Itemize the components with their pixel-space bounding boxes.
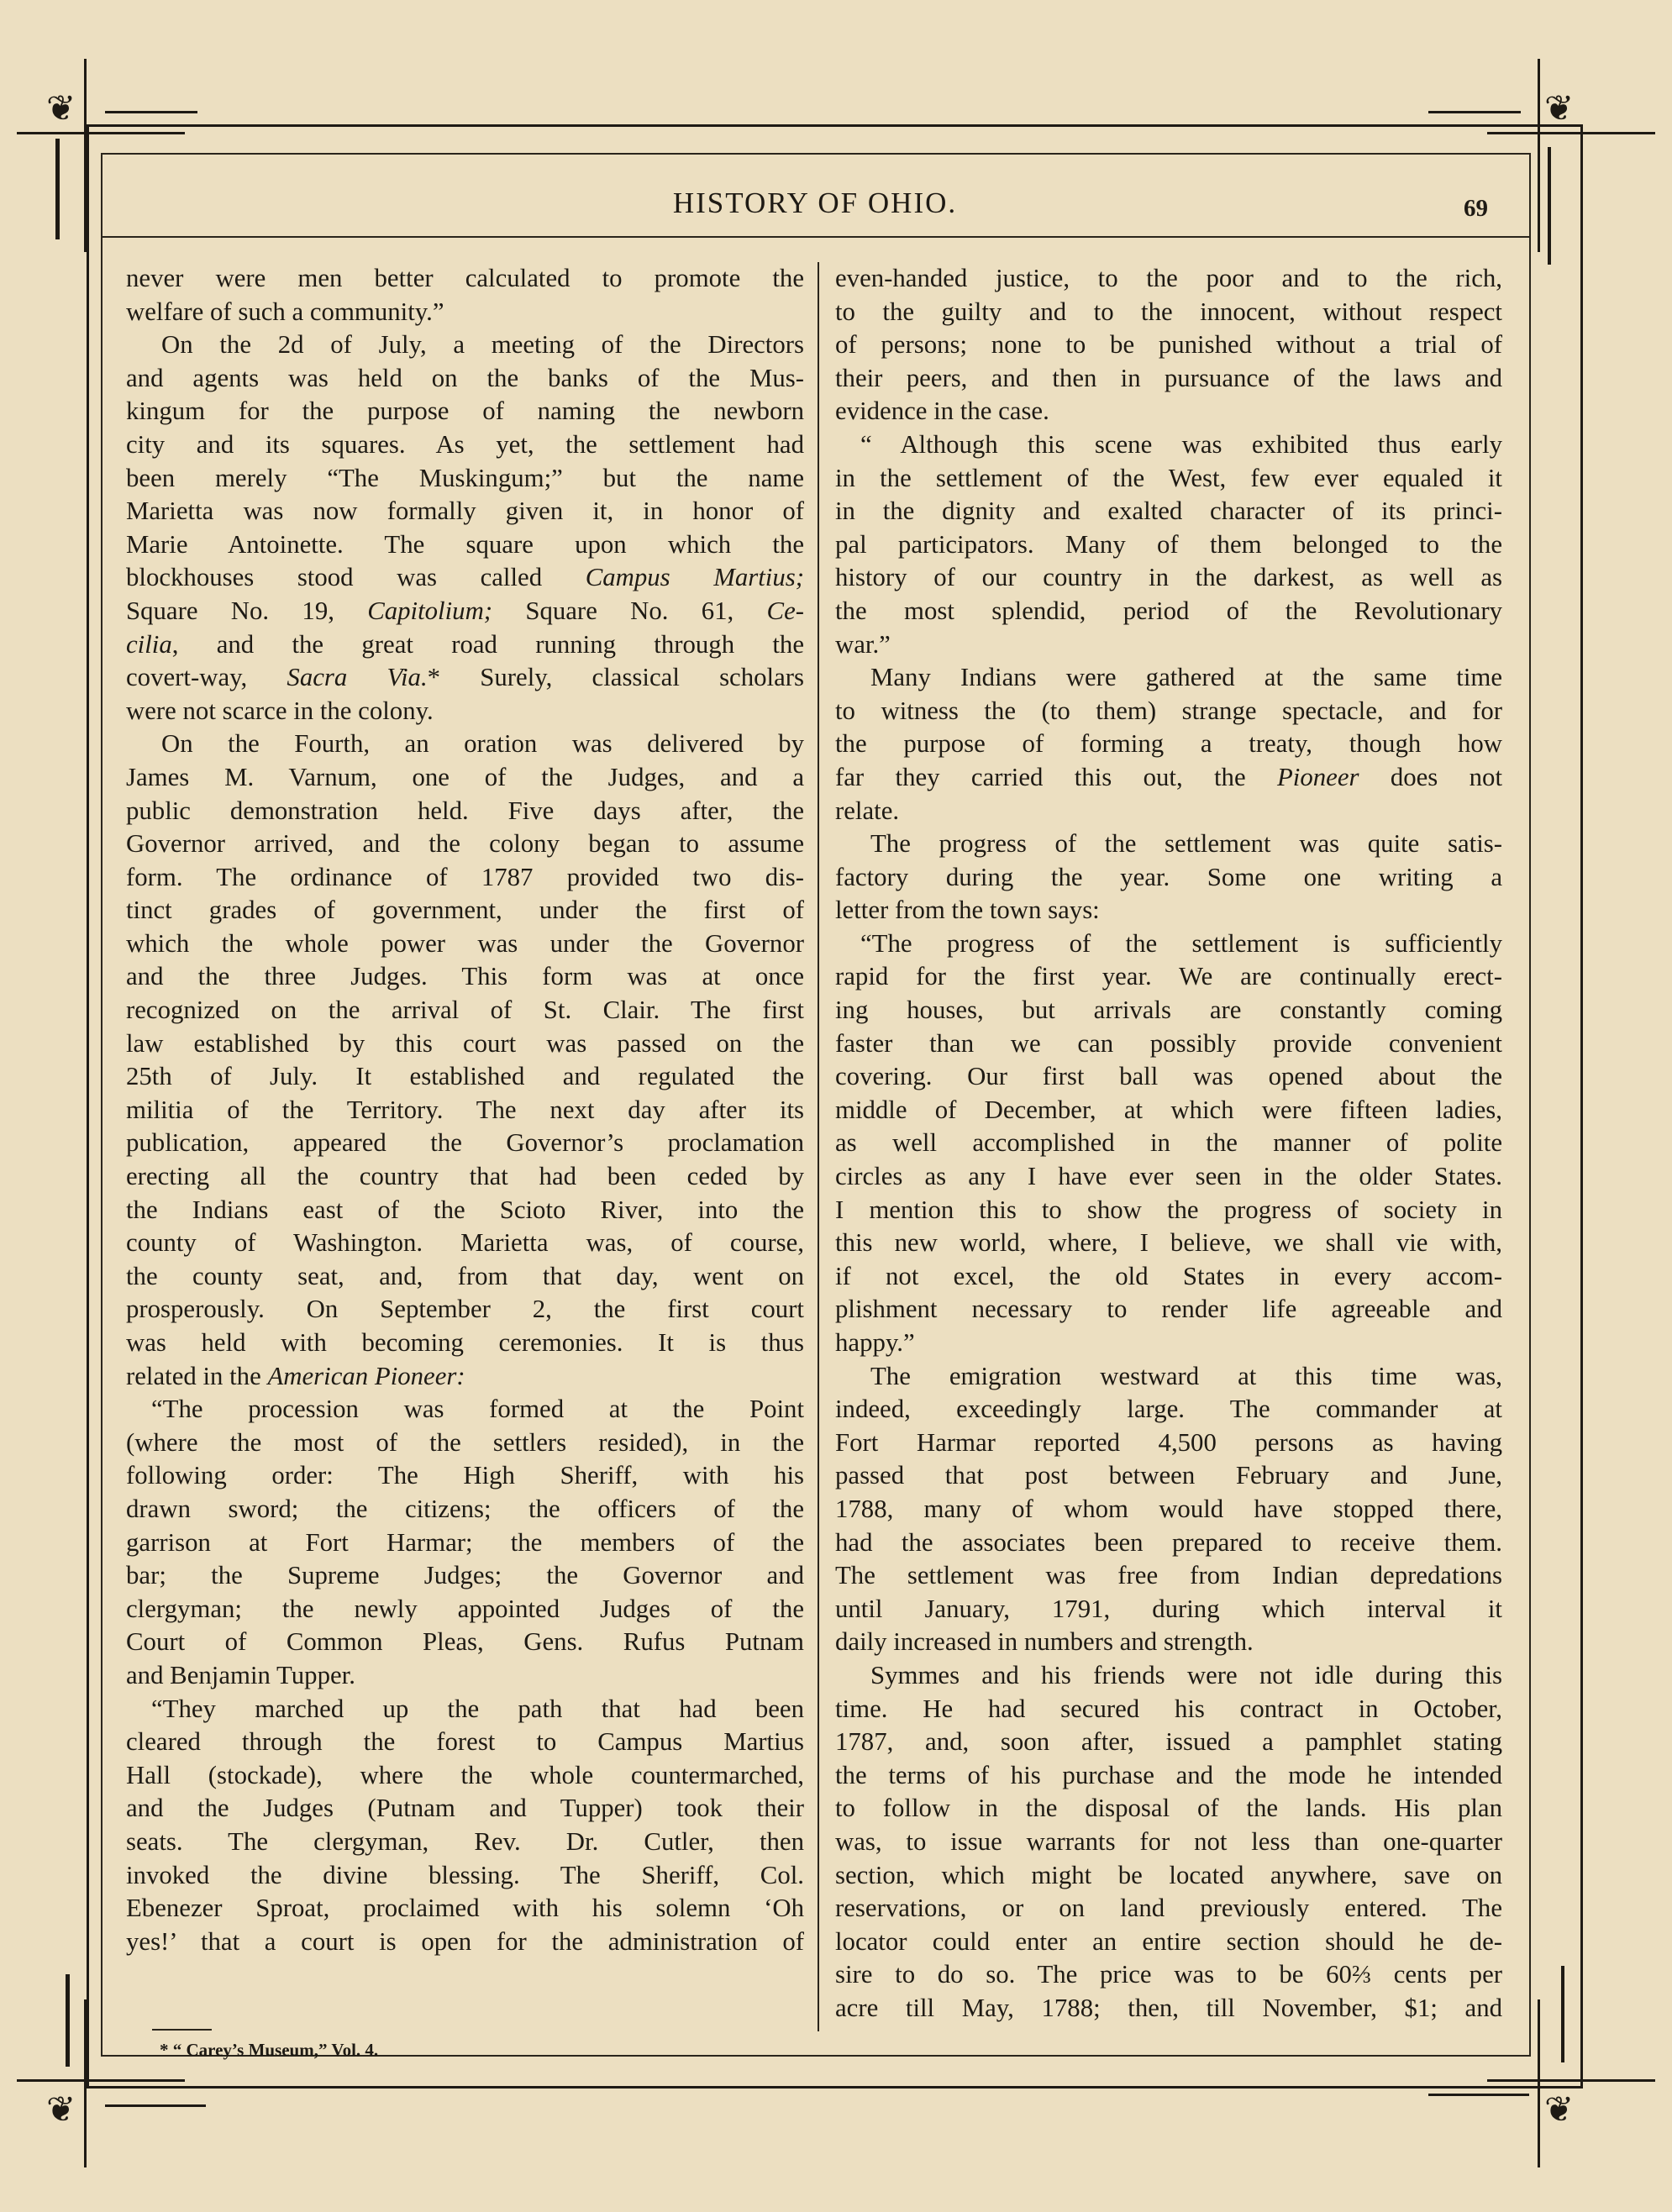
text-line: their peers, and then in pursuance of the laws and bbox=[835, 363, 1502, 392]
text-line: in the settlement of the West, few ever equaled it bbox=[835, 463, 1502, 492]
text-line: and agents was held on the banks of the Mus- bbox=[126, 363, 804, 392]
text-line: which the whole power was under the Governor bbox=[126, 928, 804, 958]
text-line: tinct grades of government, under the first of bbox=[126, 896, 804, 925]
text-line: never were men better calculated to promote the bbox=[126, 264, 804, 292]
ornament-top-right-v bbox=[1538, 59, 1540, 252]
text-line: time. He had secured his contract in October, bbox=[835, 1694, 1502, 1723]
text-line: On the Fourth, an oration was delivered by bbox=[161, 729, 804, 759]
text-line: to witness the (to them) strange spectacle, and for bbox=[835, 696, 1502, 725]
text-line: following order: The High Sheriff, with his bbox=[126, 1461, 804, 1490]
text-line: erecting all the country that had been ceded by bbox=[126, 1162, 804, 1191]
text-line: covert-way, Sacra Via.* Surely, classical scholars bbox=[126, 663, 804, 692]
text-line: been merely “The Muskingum;” but the name bbox=[126, 463, 804, 492]
text-line: locator could enter an entire section should he de- bbox=[835, 1926, 1502, 1956]
text-line: Governor arrived, and the colony began to assume bbox=[126, 829, 804, 859]
ornament-top-left-bar bbox=[55, 139, 60, 239]
ornament-bottom-left-bar bbox=[66, 1974, 70, 2067]
text-line: ing houses, but arrivals are constantly coming bbox=[835, 996, 1502, 1025]
ornament-top-right-h bbox=[1487, 132, 1655, 134]
text-line: evidence in the case. bbox=[835, 397, 1049, 426]
text-line: the purpose of forming a treaty, though how bbox=[835, 729, 1502, 759]
text-line: kingum for the purpose of naming the newborn bbox=[126, 397, 804, 426]
text-line: Fort Harmar reported 4,500 persons as having bbox=[835, 1427, 1502, 1457]
text-line: Hall (stockade), where the whole countermarched, bbox=[126, 1760, 804, 1789]
text-line: letter from the town says: bbox=[835, 896, 1100, 925]
text-line: plishment necessary to render life agreeable and bbox=[835, 1295, 1502, 1324]
text-line: law established by this court was passed on the bbox=[126, 1028, 804, 1058]
text-line: county of Washington. Marietta was, of course, bbox=[126, 1228, 804, 1258]
running-title: HISTORY OF OHIO. bbox=[672, 187, 958, 219]
text-line: the county seat, and, from that day, went on bbox=[126, 1261, 804, 1290]
text-line: prosperously. On September 2, the first court bbox=[126, 1295, 804, 1324]
text-line: Square No. 19, Capitolium; Square No. 61, Ce- bbox=[126, 596, 805, 625]
text-line: pal participators. Many of them belonged to the bbox=[835, 529, 1502, 559]
text-line: drawn sword; the citizens; the officers of the bbox=[126, 1494, 804, 1523]
ornament-bottom-left-stub bbox=[105, 2104, 206, 2107]
text-line: “They marched up the path that had been bbox=[151, 1694, 804, 1723]
text-line: publication, appeared the Governor’s proclamation bbox=[126, 1128, 804, 1158]
text-line: to the guilty and to the innocent, without respect bbox=[835, 297, 1502, 326]
text-line: bar; the Supreme Judges; the Governor and bbox=[126, 1561, 804, 1590]
text-line: rapid for the first year. We are continually erect- bbox=[835, 962, 1502, 991]
text-line: related in the American Pioneer: bbox=[126, 1361, 465, 1390]
text-line: welfare of such a community.” bbox=[126, 297, 444, 326]
text-line: far they carried this out, the Pioneer does not bbox=[835, 762, 1502, 791]
text-line: until January, 1791, during which interval it bbox=[835, 1594, 1502, 1623]
ornament-bottom-left-v bbox=[84, 1999, 87, 2167]
ornament-bottom-right-bar bbox=[1561, 1966, 1564, 2062]
column-divider bbox=[818, 262, 819, 2031]
text-line: as well accomplished in the manner of polite bbox=[835, 1128, 1502, 1158]
text-line: the most splendid, period of the Revolutionary bbox=[835, 596, 1502, 625]
text-line: faster than we can possibly provide convenient bbox=[835, 1028, 1502, 1058]
text-line: passed that post between February and June, bbox=[835, 1461, 1502, 1490]
text-line: to follow in the disposal of the lands. His plan bbox=[835, 1794, 1502, 1823]
text-line: reservations, or on land previously entered. The bbox=[835, 1894, 1502, 1923]
text-line: seats. The clergyman, Rev. Dr. Cutler, then bbox=[126, 1826, 804, 1856]
text-line: militia of the Territory. The next day after its bbox=[126, 1095, 804, 1124]
ornament-bottom-right-stub bbox=[1428, 2094, 1529, 2096]
ornament-flourish-icon: ❦ bbox=[1544, 2089, 1575, 2130]
ornament-top-left-h bbox=[17, 132, 185, 134]
ornament-bottom-right-v bbox=[1538, 1999, 1540, 2167]
text-line: The emigration westward at this time was, bbox=[870, 1361, 1502, 1390]
text-line: and Benjamin Tupper. bbox=[126, 1660, 355, 1689]
text-line: and the three Judges. This form was at once bbox=[126, 962, 804, 991]
text-line: Marie Antoinette. The square upon which the bbox=[126, 529, 804, 559]
left-text-column bbox=[126, 262, 804, 1958]
text-line: On the 2d of July, a meeting of the Directors bbox=[161, 330, 804, 360]
ornament-flourish-icon: ❦ bbox=[1544, 87, 1575, 129]
text-line: section, which might be located anywhere, save on bbox=[835, 1860, 1502, 1889]
text-line: city and its squares. As yet, the settlement had bbox=[126, 429, 804, 459]
right-text-column bbox=[835, 262, 1502, 2025]
ornament-top-right-stub bbox=[1428, 111, 1521, 113]
text-line: 1787, and, soon after, issued a pamphlet stating bbox=[835, 1727, 1502, 1757]
ornament-bottom-left-h bbox=[17, 2079, 185, 2082]
text-line: (where the most of the settlers resided), in the bbox=[126, 1427, 804, 1457]
text-line: “ Although this scene was exhibited thus early bbox=[860, 429, 1502, 459]
text-line: and the Judges (Putnam and Tupper) took their bbox=[126, 1794, 804, 1823]
text-line: acre till May, 1788; then, till November, $1; and bbox=[835, 1993, 1502, 2022]
ornament-bottom-right-h bbox=[1487, 2079, 1655, 2082]
text-line: the terms of his purchase and the mode he intended bbox=[835, 1760, 1502, 1789]
text-line: sire to do so. The price was to be 60⅔ cents per bbox=[835, 1960, 1502, 1989]
text-line: happy.” bbox=[835, 1328, 915, 1357]
text-line: “The progress of the settlement is sufficiently bbox=[860, 928, 1502, 958]
text-line: Marietta was now formally given it, in honor of bbox=[126, 497, 804, 526]
text-line: cilia, and the great road running through the bbox=[126, 629, 804, 659]
text-line: in the dignity and exalted character of its princi- bbox=[835, 497, 1502, 526]
text-line: I mention this to show the progress of society in bbox=[835, 1195, 1502, 1224]
text-line: yes!’ that a court is open for the administration of bbox=[126, 1926, 804, 1956]
text-line: The progress of the settlement was quite satis- bbox=[870, 829, 1502, 859]
text-line: covering. Our first ball was opened about the bbox=[835, 1062, 1502, 1091]
text-line: The settlement was free from Indian depredations bbox=[835, 1561, 1502, 1590]
text-line: the Indians east of the Scioto River, into the bbox=[126, 1195, 804, 1224]
text-line: 25th of July. It established and regulated the bbox=[126, 1062, 804, 1091]
text-line: James M. Varnum, one of the Judges, and a bbox=[126, 762, 804, 791]
text-line: if not excel, the old States in every accom- bbox=[835, 1261, 1502, 1290]
text-line: 1788, many of whom would have stopped there, bbox=[835, 1494, 1502, 1523]
text-line: Many Indians were gathered at the same time bbox=[870, 663, 1502, 692]
footnote-rule bbox=[152, 2029, 212, 2031]
ornament-top-left-v bbox=[84, 59, 87, 252]
text-line: history of our country in the darkest, as well as bbox=[835, 563, 1502, 592]
text-line: middle of December, at which were fifteen ladies, bbox=[835, 1095, 1502, 1124]
text-line: recognized on the arrival of St. Clair. The first bbox=[126, 996, 804, 1025]
ornament-flourish-icon: ❦ bbox=[46, 87, 76, 129]
text-line: of persons; none to be punished without a trial of bbox=[835, 330, 1502, 360]
text-line: public demonstration held. Five days after, the bbox=[126, 796, 804, 825]
text-line: cleared through the forest to Campus Martius bbox=[126, 1727, 804, 1757]
text-line: blockhouses stood was called Campus Martius; bbox=[126, 563, 805, 592]
text-line: garrison at Fort Harmar; the members of the bbox=[126, 1527, 804, 1557]
text-line: war.” bbox=[835, 629, 891, 659]
text-line: had the associates been prepared to receive them. bbox=[835, 1527, 1502, 1557]
text-line: “The procession was formed at the Point bbox=[151, 1395, 804, 1424]
text-line: even-handed justice, to the poor and to the rich, bbox=[835, 264, 1502, 292]
text-line: were not scarce in the colony. bbox=[126, 696, 434, 725]
text-line: clergyman; the newly appointed Judges of the bbox=[126, 1594, 804, 1623]
text-line: daily increased in numbers and strength. bbox=[835, 1627, 1254, 1657]
text-line: form. The ordinance of 1787 provided two dis- bbox=[126, 862, 804, 891]
text-line: Symmes and his friends were not idle during this bbox=[870, 1660, 1502, 1689]
ornament-flourish-icon: ❦ bbox=[46, 2089, 76, 2130]
text-line: indeed, exceedingly large. The commander at bbox=[835, 1395, 1502, 1424]
header-rule bbox=[101, 236, 1529, 238]
text-line: factory during the year. Some one writing a bbox=[835, 862, 1502, 891]
ornament-top-left-stub bbox=[105, 111, 197, 113]
text-line: was held with becoming ceremonies. It is thus bbox=[126, 1328, 804, 1357]
text-line: circles as any I have ever seen in the older States. bbox=[835, 1162, 1502, 1191]
text-line: Court of Common Pleas, Gens. Rufus Putnam bbox=[126, 1627, 804, 1657]
text-line: this new world, where, I believe, we shall vie with, bbox=[835, 1228, 1502, 1258]
ornament-top-right-bar bbox=[1548, 147, 1551, 265]
text-line: relate. bbox=[835, 796, 900, 825]
text-line: invoked the divine blessing. The Sheriff, Col. bbox=[126, 1860, 804, 1889]
page-number: 69 bbox=[1464, 195, 1488, 222]
text-line: Ebenezer Sproat, proclaimed with his solemn ‘Oh bbox=[126, 1894, 804, 1923]
text-line: was, to issue warrants for not less than one-quarter bbox=[835, 1826, 1502, 1856]
footnote: * “ Carey’s Museum,” Vol. 4. bbox=[160, 2040, 379, 2060]
